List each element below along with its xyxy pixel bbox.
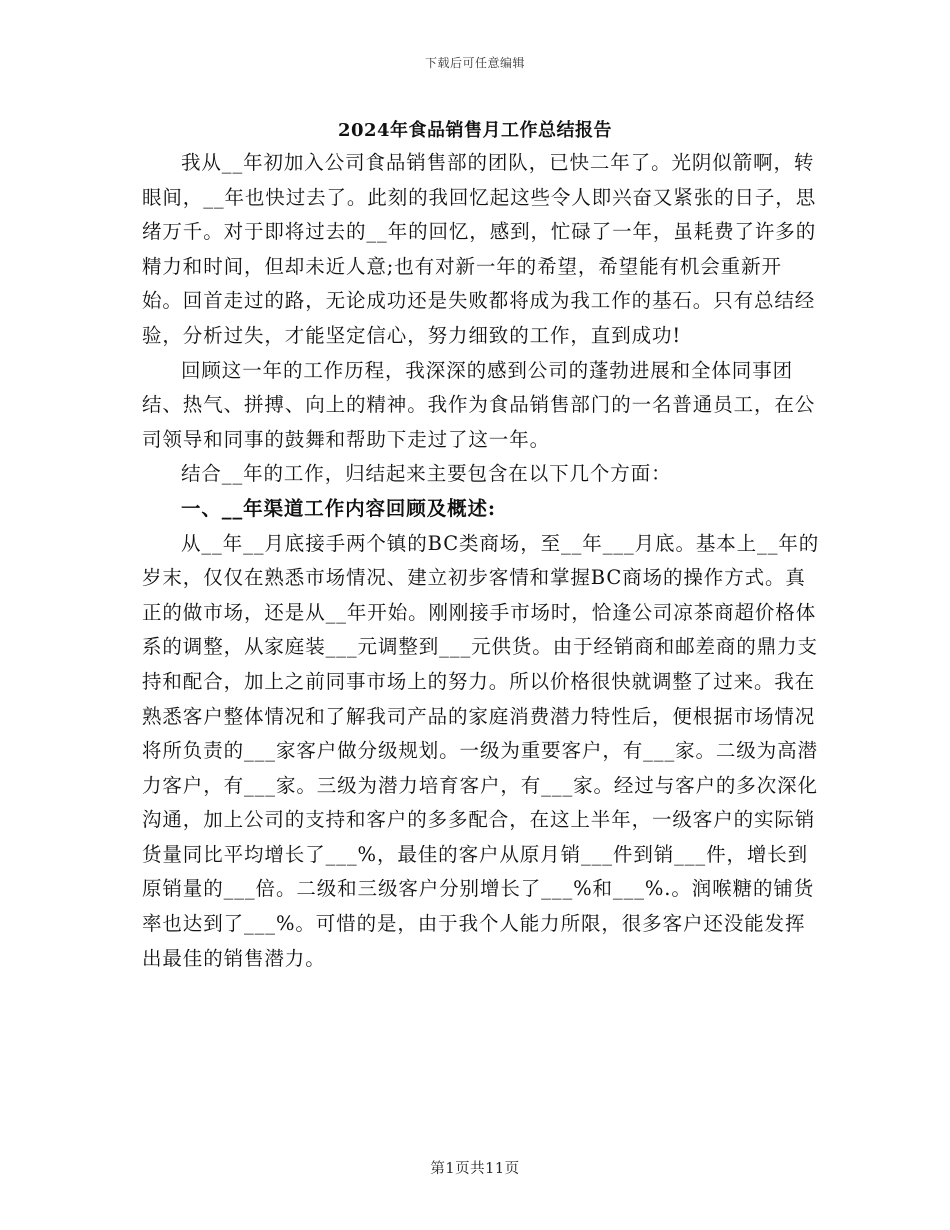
section-heading: 一、__年渠道工作内容回顾及概述: [181,496,496,520]
document-title: 2024年食品销售月工作总结报告 [337,120,613,141]
paragraph-review: 回顾这一年的工作历程，我深深的感到公司的蓬勃进展和全体同事团结、热气、拼搏、向上的精神。我作为食品销售部门的一名普通员工，在公司领导和同事的鼓舞和帮助下走过了这一年。 [142,358,816,451]
paragraph-channel-review: 从__年__月底接手两个镇的BC类商场，至__年___月底。基本上__年的岁末，仅仅在熟悉市场情况、建立初步客情和掌握BC商场的操作方式。真正的做市场，还是从__年开始。刚刚接手市场时，恰逢公司凉茶商超价格体系的调整，从家庭装___元调整到___元供货。由于经销商和邮差商的鼎力支持和配合，加上之前同事市场上的努力。所以价格很快就调整了过来。我在熟悉客户整体情况和了解我司产品的家庭消费潜力特性后，便根据市场情况将所负责的___家客户做分级规划。一级为重要客户，有___家。二级为高潜力客户，有___家。三级为潜力培育客户，有___家。经过与客户的多次深化沟通，加上公司的支持和客户的多多配合，在这上半年，一级客户的实际销货量同比平均增长了___%，最佳的客户从原月销___件到销___件，增长到原销量的___倍。二级和三级客户分别增长了___%和___%.。润喉糖的铺货率也达到了___%。可惜的是，由于我个人能力所限，很多客户还没能发挥出最佳的销售潜力。 [142,531,820,970]
paragraph-summary-lead: 结合__年的工作，归结起来主要包含在以下几个方面： [181,462,672,486]
page-number: 第1页共11页 [430,1161,520,1177]
document-body [142,146,822,976]
paragraph-intro: 我从__年初加入公司食品销售部的团队，已快二年了。光阴似箭啊，转眼间，__年也快过去了。此刻的我回忆起这些令人即兴奋又紧张的日子，思绪万千。对于即将过去的__年的回忆，感到，忙碌了一年，虽耗费了许多的精力和时间，但却未近人意;也有对新一年的希望，希望能有机会重新开始。回首走过的路，无论成功还是失败都将成为我工作的基石。只有总结经验，分析过失，才能坚定信心，努力细致的工作，直到成功! [142,151,817,347]
page-header-note: 下载后可任意编辑 [424,56,525,70]
